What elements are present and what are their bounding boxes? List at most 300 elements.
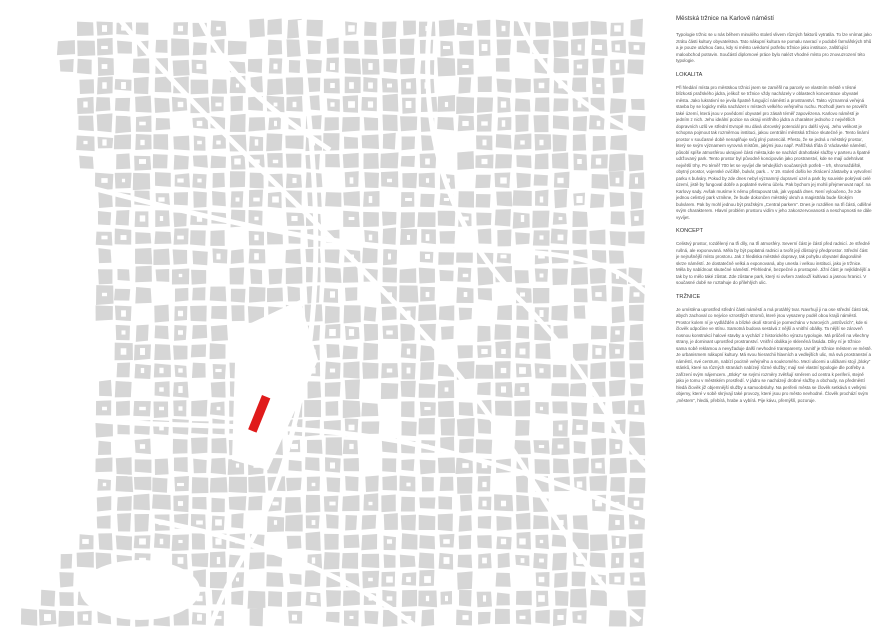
courtyard <box>539 559 544 563</box>
courtyard <box>272 502 278 506</box>
building-block <box>400 555 416 568</box>
building-block <box>97 113 113 132</box>
building-block <box>592 422 605 433</box>
building-block <box>326 514 339 528</box>
building-block <box>117 269 129 281</box>
courtyard <box>500 255 506 259</box>
courtyard <box>635 177 638 183</box>
building-block <box>133 58 150 73</box>
courtyard <box>330 83 335 88</box>
building-block <box>494 324 510 339</box>
building-block <box>440 231 456 244</box>
courtyard <box>349 425 355 431</box>
building-block <box>382 115 397 132</box>
building-block <box>345 287 357 301</box>
building-block <box>211 325 228 341</box>
building-block <box>344 458 360 471</box>
building-block <box>249 19 265 38</box>
building-block <box>285 514 303 531</box>
courtyard <box>615 444 619 449</box>
building-block <box>250 608 264 627</box>
courtyard <box>177 178 183 182</box>
building-block <box>551 383 569 396</box>
courtyard <box>407 368 411 374</box>
courtyard <box>274 121 277 126</box>
courtyard <box>217 407 221 410</box>
building-block <box>326 344 340 358</box>
building-block <box>285 249 301 264</box>
building-block <box>553 134 567 151</box>
courtyard <box>596 84 600 87</box>
building-block <box>458 77 471 94</box>
building-block <box>210 287 226 302</box>
building-block <box>516 513 531 530</box>
building-block <box>552 269 568 286</box>
courtyard <box>576 196 582 203</box>
building-block <box>498 553 510 568</box>
courtyard <box>121 235 127 240</box>
building-block <box>553 21 568 38</box>
courtyard <box>559 425 563 431</box>
building-block <box>629 534 643 549</box>
building-block <box>495 209 511 226</box>
courtyard <box>616 558 619 564</box>
courtyard <box>254 253 259 260</box>
building-block <box>79 156 94 169</box>
building-block <box>382 476 397 491</box>
courtyard <box>502 26 506 31</box>
courtyard <box>216 141 220 145</box>
building-block <box>173 345 187 359</box>
building-block <box>400 324 415 342</box>
building-block <box>591 326 607 340</box>
courtyard <box>312 557 315 563</box>
courtyard <box>501 349 506 354</box>
courtyard <box>159 387 163 391</box>
building-block <box>572 77 586 91</box>
courtyard <box>216 27 221 31</box>
building-block <box>345 58 361 74</box>
building-block <box>421 609 434 626</box>
building-block <box>135 248 152 264</box>
courtyard <box>596 158 601 164</box>
courtyard <box>425 158 430 164</box>
building-block <box>115 381 132 397</box>
building-block <box>572 572 586 587</box>
building-block <box>250 173 264 189</box>
building-block <box>98 533 112 550</box>
building-block <box>497 230 511 247</box>
building-block <box>248 591 266 609</box>
courtyard <box>462 65 468 68</box>
courtyard <box>312 483 316 486</box>
courtyard <box>368 578 373 582</box>
courtyard <box>464 27 467 30</box>
building-block <box>364 324 378 341</box>
building-block <box>611 211 625 225</box>
building-block <box>156 269 170 282</box>
building-block <box>343 590 360 606</box>
building-block <box>384 513 398 530</box>
courtyard <box>369 196 372 203</box>
building-block <box>401 459 414 471</box>
courtyard <box>386 330 393 334</box>
building-block <box>478 516 491 529</box>
building-block <box>457 571 473 589</box>
building-block <box>382 458 396 472</box>
section-heading-koncept: KONCEPT <box>676 228 704 234</box>
building-block <box>344 137 358 149</box>
building-block <box>477 382 491 395</box>
building-block <box>325 192 341 207</box>
courtyard <box>540 540 543 543</box>
building-block <box>496 592 510 605</box>
courtyard <box>539 83 545 88</box>
courtyard <box>539 140 543 145</box>
building-block <box>364 21 376 35</box>
building-block <box>152 494 171 509</box>
courtyard <box>140 444 145 449</box>
building-block <box>267 79 283 96</box>
building-block <box>571 267 588 285</box>
building-block <box>342 553 358 569</box>
building-block <box>325 249 340 263</box>
building-block <box>154 344 171 360</box>
building-block <box>286 478 301 491</box>
courtyard <box>215 538 221 544</box>
building-block <box>573 458 589 474</box>
building-block <box>267 288 283 302</box>
building-block <box>592 58 604 73</box>
courtyard <box>407 235 410 240</box>
building-block <box>364 306 377 321</box>
building-block <box>231 513 243 528</box>
building-block <box>381 383 398 399</box>
building-block <box>268 269 282 285</box>
intro-paragraph: Typologie tržnic se u nás během minulého století vlivem různých faktorů vytratila. To lze vnímat jako ztrátu části kultury obyvatelstva. Tato nákupní kultura se pomalu navrací v podobě farmářských trhů a je pouze otázkou času, kdy si město uvědomí potřebu tržnice jako instituce, zaštiťující maloobchod potravin. Součástí diplomové práce bylo nalézt vhodné místo pro znovuzrození této typologie. <box>676 32 872 63</box>
building-block <box>229 477 247 493</box>
building-block <box>173 136 189 151</box>
building-block <box>571 402 587 416</box>
building-block <box>173 60 190 76</box>
building-block <box>173 213 187 228</box>
courtyard <box>616 178 620 183</box>
courtyard <box>424 407 430 410</box>
courtyard <box>577 65 582 69</box>
building-block <box>231 289 246 303</box>
building-block <box>117 363 131 378</box>
courtyard <box>178 102 184 107</box>
building-block <box>210 572 227 589</box>
courtyard <box>482 558 487 564</box>
courtyard <box>634 45 640 50</box>
courtyard <box>387 368 392 372</box>
courtyard <box>387 84 392 88</box>
building-block <box>306 495 321 513</box>
building-block <box>573 116 587 131</box>
building-block <box>344 534 360 548</box>
courtyard <box>140 140 144 145</box>
building-block <box>438 211 456 226</box>
building-block <box>610 135 627 151</box>
courtyard <box>426 596 429 601</box>
building-block <box>249 287 265 303</box>
courtyard <box>197 141 202 145</box>
building-block <box>459 40 474 55</box>
building-block <box>362 248 377 264</box>
building-block <box>627 590 645 607</box>
building-block <box>477 97 493 112</box>
building-block <box>97 496 112 511</box>
courtyard <box>83 614 88 620</box>
building-block <box>210 343 226 359</box>
building-block <box>459 402 474 416</box>
building-block <box>553 458 569 473</box>
building-block <box>441 326 454 340</box>
courtyard <box>595 45 602 50</box>
courtyard <box>368 63 372 70</box>
building-block <box>307 440 323 454</box>
building-block <box>287 591 301 607</box>
building-block <box>114 289 130 301</box>
building-block <box>478 76 492 92</box>
building-block <box>191 553 208 567</box>
building-block <box>573 515 588 530</box>
courtyard <box>462 121 468 126</box>
courtyard <box>83 141 87 144</box>
building-block <box>495 609 510 624</box>
courtyard <box>519 367 526 374</box>
building-block <box>114 134 131 149</box>
courtyard <box>140 348 145 355</box>
courtyard <box>83 101 87 107</box>
building-block <box>325 306 340 324</box>
building-block <box>191 344 206 357</box>
courtyard <box>177 236 184 240</box>
building-block <box>458 555 473 569</box>
building-block <box>514 400 530 416</box>
building-block <box>439 19 455 36</box>
courtyard <box>615 44 620 50</box>
building-block <box>516 495 529 511</box>
courtyard <box>462 463 468 468</box>
courtyard <box>634 559 638 563</box>
courtyard <box>482 501 486 507</box>
building-block <box>513 190 532 206</box>
courtyard <box>291 216 297 221</box>
building-block <box>384 554 396 567</box>
courtyard <box>445 387 449 391</box>
building-block <box>345 379 360 399</box>
building-block <box>572 211 587 227</box>
building-block <box>343 266 358 282</box>
courtyard <box>445 102 448 107</box>
courtyard <box>292 178 296 183</box>
building-block <box>174 192 188 205</box>
building-block <box>135 232 151 244</box>
courtyard <box>121 82 126 89</box>
building-block <box>192 363 206 378</box>
building-block <box>79 79 94 94</box>
courtyard <box>443 46 450 49</box>
courtyard <box>634 405 638 412</box>
courtyard <box>521 215 524 222</box>
courtyard <box>482 44 488 51</box>
courtyard <box>102 293 107 296</box>
building-block <box>326 590 341 607</box>
building-block <box>98 211 111 225</box>
building-block <box>327 38 339 54</box>
building-block <box>515 78 531 93</box>
building-block <box>496 192 512 207</box>
courtyard <box>253 198 259 202</box>
building-block <box>59 572 73 587</box>
courtyard <box>444 557 450 564</box>
courtyard <box>196 64 202 69</box>
building-block <box>116 457 132 475</box>
building-block <box>475 175 491 188</box>
building-block <box>460 495 472 512</box>
building-block <box>171 38 189 55</box>
building-block <box>627 59 643 74</box>
courtyard <box>216 254 220 260</box>
courtyard <box>520 616 526 620</box>
courtyard <box>350 616 354 619</box>
building-block <box>589 475 607 490</box>
building-block <box>58 611 74 627</box>
building-block <box>325 267 342 283</box>
building-block <box>175 288 188 302</box>
building-block <box>419 515 436 530</box>
courtyard <box>102 139 106 145</box>
building-block <box>212 79 227 94</box>
courtyard <box>349 82 354 89</box>
courtyard <box>292 615 297 621</box>
building-block <box>553 365 567 377</box>
building-block <box>116 476 134 492</box>
building-block <box>289 574 301 585</box>
courtyard <box>177 483 184 486</box>
building-block <box>134 477 151 491</box>
building-block <box>400 212 415 228</box>
courtyard <box>577 159 582 164</box>
courtyard <box>122 179 125 183</box>
courtyard <box>103 483 106 486</box>
building-block <box>573 343 589 361</box>
building-block <box>610 361 625 377</box>
building-block <box>115 116 131 134</box>
building-block <box>343 191 360 206</box>
courtyard <box>178 501 183 506</box>
building-block <box>98 248 111 263</box>
courtyard <box>540 235 544 239</box>
courtyard <box>312 520 316 525</box>
building-block <box>211 382 226 398</box>
building-block <box>305 457 320 471</box>
building-block <box>612 286 623 302</box>
building-block <box>324 534 339 550</box>
courtyard <box>217 557 220 564</box>
building-block <box>515 98 530 111</box>
building-block <box>97 515 111 528</box>
courtyard <box>501 501 506 507</box>
courtyard <box>634 501 640 507</box>
courtyard <box>348 25 355 31</box>
building-block <box>592 174 609 189</box>
building-block <box>422 477 434 492</box>
building-block <box>419 268 435 284</box>
courtyard <box>197 121 203 126</box>
courtyard <box>595 348 601 355</box>
building-block <box>532 211 549 228</box>
courtyard <box>139 159 146 164</box>
building-block <box>382 94 398 112</box>
building-block <box>135 96 151 113</box>
courtyard <box>501 386 506 392</box>
courtyard <box>634 292 640 296</box>
building-block <box>116 153 130 169</box>
building-block <box>516 173 530 188</box>
building-block <box>610 231 626 246</box>
building-block <box>326 612 340 623</box>
building-block <box>304 400 321 417</box>
building-block <box>610 458 627 474</box>
courtyard <box>141 368 144 373</box>
building-block <box>438 496 452 509</box>
building-block <box>231 249 244 264</box>
building-block <box>496 573 511 587</box>
building-block <box>192 325 207 339</box>
building-block <box>553 98 568 111</box>
courtyard <box>481 349 487 354</box>
courtyard <box>615 520 620 525</box>
courtyard <box>540 274 544 278</box>
building-block <box>609 380 625 397</box>
building-block <box>420 194 434 207</box>
courtyard <box>482 159 488 164</box>
courtyard <box>139 538 146 544</box>
building-block <box>306 532 321 551</box>
courtyard <box>254 217 258 221</box>
building-block <box>230 171 245 187</box>
building-block <box>630 364 644 379</box>
courtyard <box>426 234 430 241</box>
building-block <box>629 342 644 360</box>
building-block <box>230 114 246 132</box>
courtyard <box>539 577 545 582</box>
building-block <box>457 151 474 170</box>
courtyard <box>406 577 411 582</box>
courtyard <box>178 311 183 317</box>
building-block <box>249 552 265 569</box>
building-block <box>343 400 361 418</box>
building-block <box>536 343 551 359</box>
building-block <box>495 154 512 168</box>
courtyard <box>386 576 393 582</box>
courtyard <box>387 179 392 182</box>
building-block <box>401 381 416 397</box>
building-block <box>610 98 626 113</box>
courtyard <box>330 462 335 468</box>
building-block <box>439 270 453 281</box>
building-block <box>211 306 227 319</box>
courtyard <box>178 330 183 335</box>
courtyard <box>500 177 506 183</box>
courtyard <box>349 329 354 336</box>
building-block <box>155 325 169 339</box>
building-block <box>590 534 608 551</box>
courtyard <box>234 158 240 164</box>
